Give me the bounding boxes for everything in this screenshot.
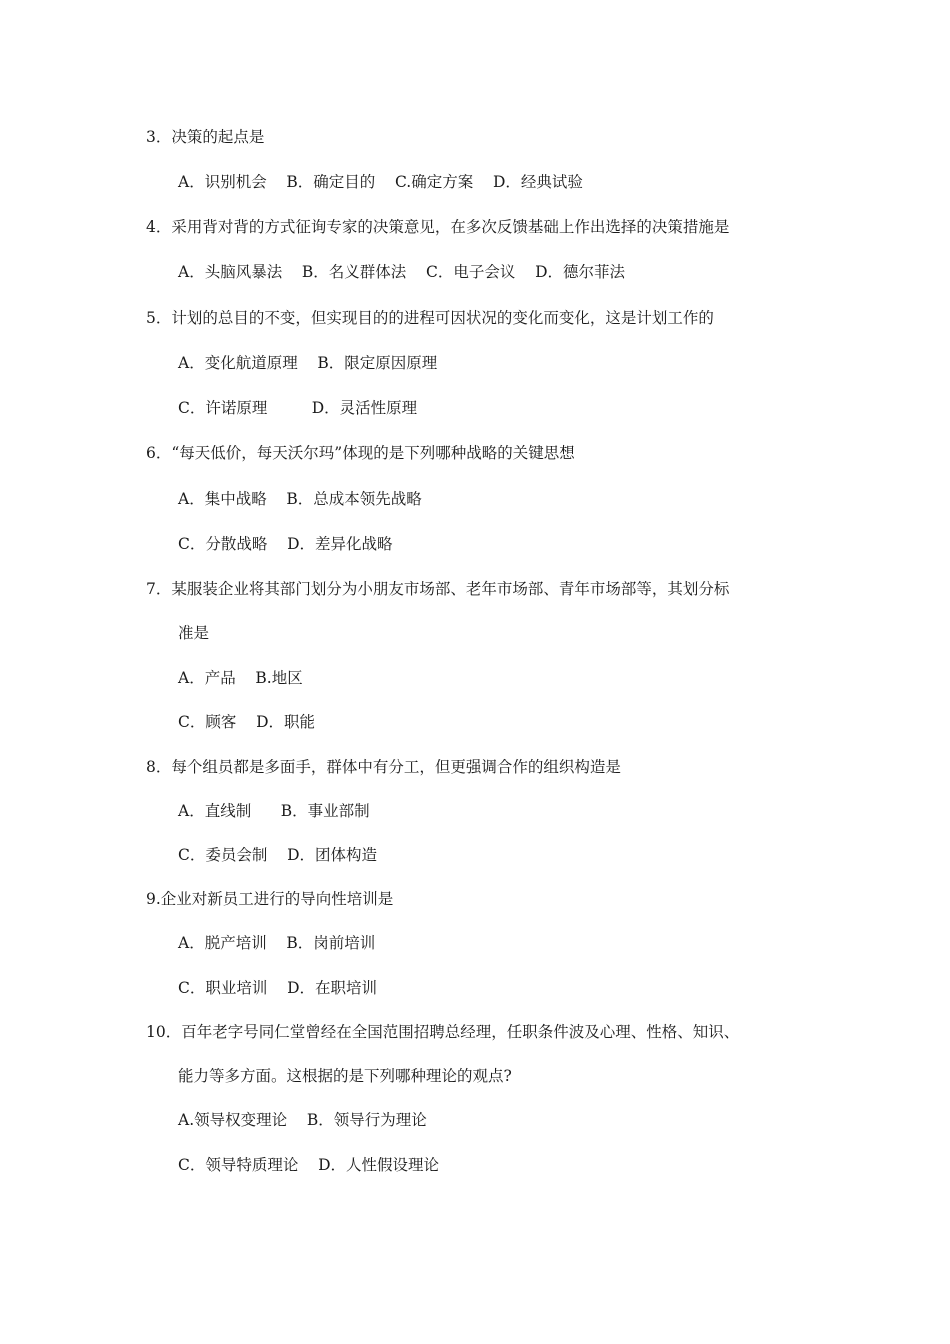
question-8: 8．每个组员都是多面手，群体中有分工，但更强调合作的组织构造是 bbox=[146, 758, 621, 776]
question-5-options-ab: A．变化航道原理 B．限定原因原理 bbox=[178, 354, 438, 372]
question-6: 6．“每天低价，每天沃尔玛”体现的是下列哪种战略的关键思想 bbox=[146, 444, 575, 462]
question-9: 9.企业对新员工进行的导向性培训是 bbox=[146, 890, 394, 908]
question-5: 5．计划的总目的不变，但实现目的的进程可因状况的变化而变化，这是计划工作的 bbox=[146, 309, 714, 327]
question-7-continued: 准是 bbox=[178, 624, 210, 642]
question-4-options: A．头脑风暴法 B．名义群体法 C．电子会议 D．德尔菲法 bbox=[178, 263, 625, 281]
question-10-options-cd: C．领导特质理论 D．人性假设理论 bbox=[178, 1156, 439, 1174]
question-9-options-ab: A．脱产培训 B．岗前培训 bbox=[178, 934, 376, 952]
question-7: 7．某服装企业将其部门划分为小朋友市场部、老年市场部、青年市场部等，其划分标 bbox=[146, 580, 730, 598]
question-6-options-cd: C．分散战略 D．差异化战略 bbox=[178, 535, 393, 553]
question-8-options-ab: A．直线制 B．事业部制 bbox=[178, 802, 370, 820]
question-3-options: A．识别机会 B．确定目的 C.确定方案 D．经典试验 bbox=[178, 173, 583, 191]
question-10-continued: 能力等多方面。这根据的是下列哪种理论的观点? bbox=[178, 1067, 512, 1085]
question-7-options-cd: C．顾客 D．职能 bbox=[178, 713, 315, 731]
question-8-options-cd: C．委员会制 D．团体构造 bbox=[178, 846, 377, 864]
question-10: 10．百年老字号同仁堂曾经在全国范围招聘总经理，任职条件波及心理、性格、知识、 bbox=[146, 1023, 740, 1041]
question-9-options-cd: C．职业培训 D．在职培训 bbox=[178, 979, 377, 997]
question-6-options-ab: A．集中战略 B．总成本领先战略 bbox=[178, 490, 422, 508]
question-4: 4．采用背对背的方式征询专家的决策意见，在多次反馈基础上作出选择的决策措施是 bbox=[146, 218, 730, 236]
question-10-options-ab: A.领导权变理论 B．领导行为理论 bbox=[178, 1111, 427, 1129]
question-3: 3．决策的起点是 bbox=[146, 128, 265, 146]
question-5-options-cd: C．许诺原理 D．灵活性原理 bbox=[178, 399, 418, 417]
question-7-options-ab: A．产品 B.地区 bbox=[178, 669, 303, 687]
